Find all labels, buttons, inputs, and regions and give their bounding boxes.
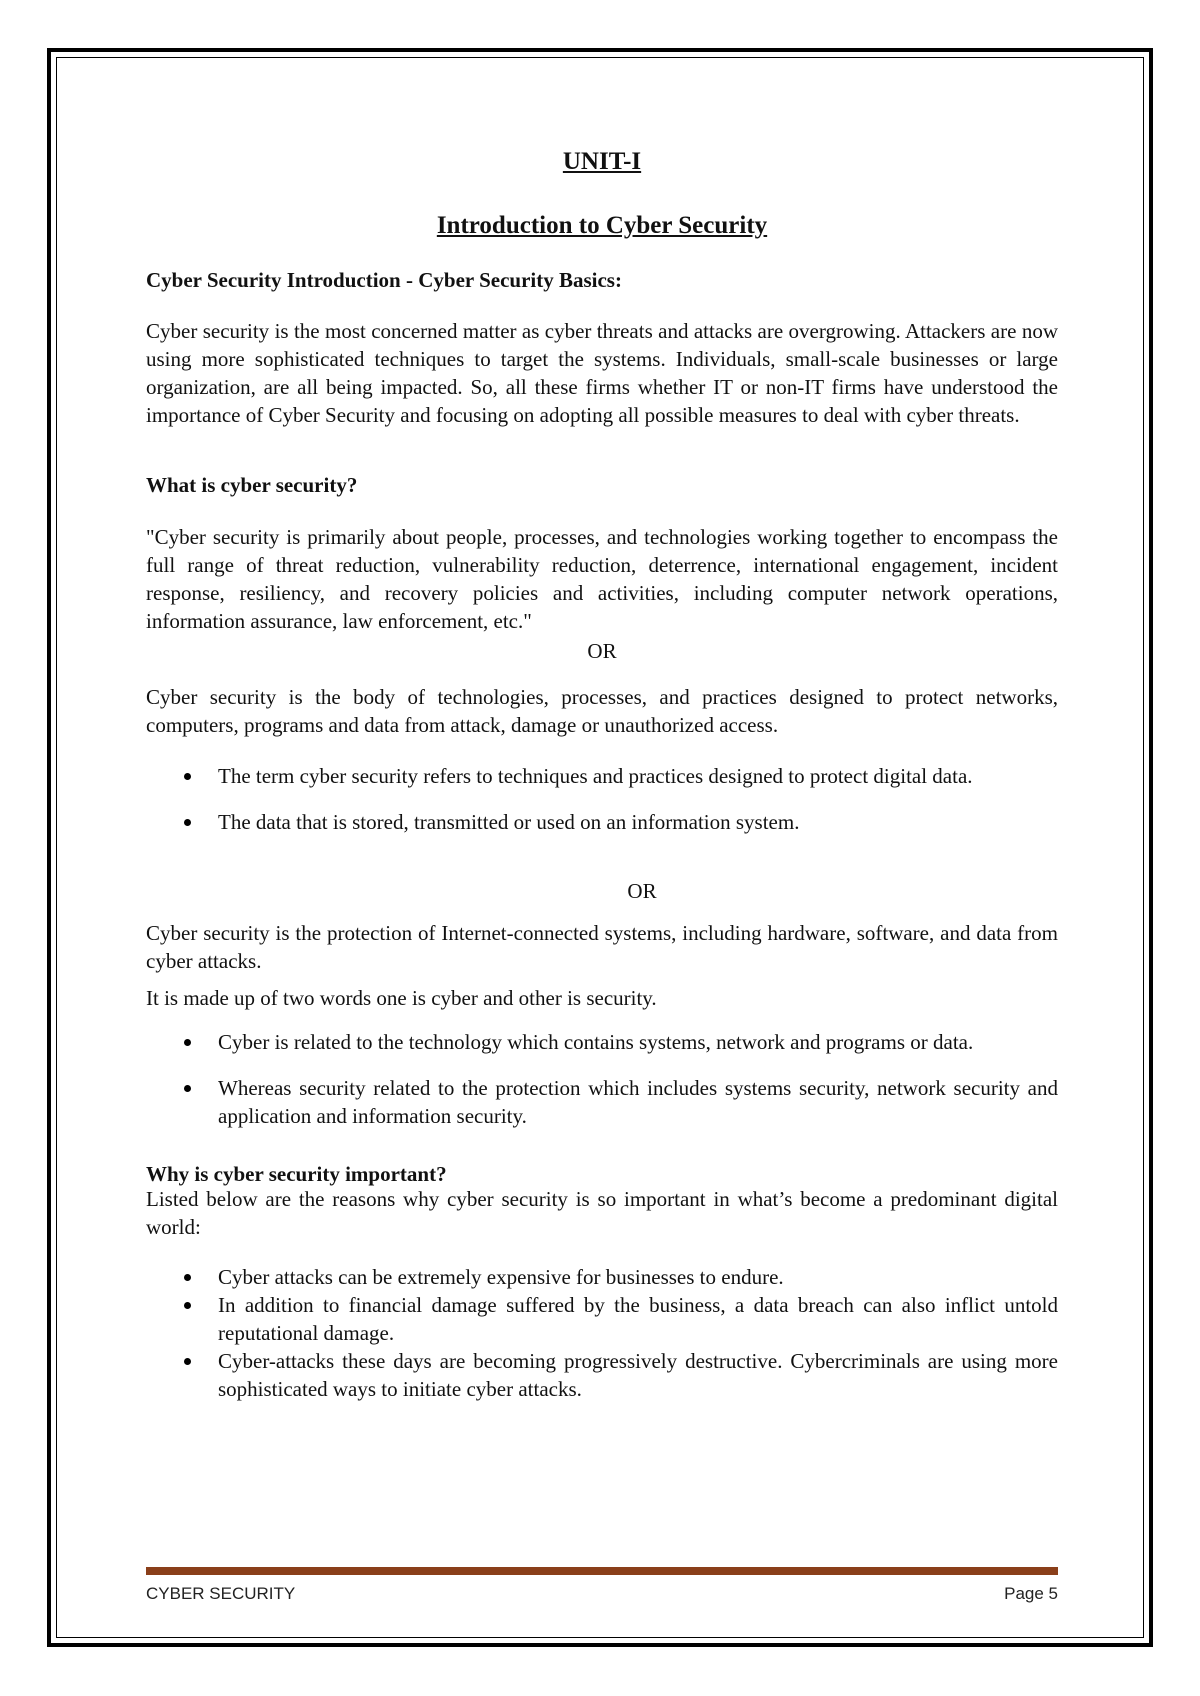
list-item: The term cyber security refers to techniques and practices designed to protect digital data. bbox=[146, 762, 1058, 790]
paragraph-why: Listed below are the reasons why cyber security is so important in what’s become a predominant digital world: bbox=[146, 1187, 1058, 1239]
paragraph-protection: Cyber security is the protection of Internet-connected systems, including hardware, software, and data from cyber attacks. bbox=[146, 921, 1058, 973]
or-separator: OR bbox=[627, 879, 657, 903]
bullet-list-reasons bbox=[146, 1263, 1058, 1403]
page-title: Introduction to Cyber Security bbox=[436, 212, 768, 239]
list-item: Cyber-attacks these days are becoming progressively destructive. Cybercriminals are using more sophisticated ways to initiate cyber attacks. bbox=[146, 1347, 1058, 1403]
list-item: In addition to financial damage suffered by the business, a data breach can also inflict untold reputational damage. bbox=[146, 1291, 1058, 1347]
bullet-icon bbox=[184, 1358, 191, 1365]
bullet-icon bbox=[184, 1274, 191, 1281]
bullet-list-two-words bbox=[146, 1028, 1058, 1130]
list-item: Cyber attacks can be extremely expensive for businesses to endure. bbox=[146, 1263, 1058, 1291]
list-item: Whereas security related to the protection which includes systems security, network security and application and information security. bbox=[146, 1074, 1058, 1130]
section-heading-basics: Cyber Security Introduction - Cyber Security Basics: bbox=[146, 268, 622, 292]
paragraph-definition-quote: "Cyber security is primarily about people, processes, and technologies working together to encompass the full range of threat reduction, vulnerability reduction, deterrence, international engagement, incident response, resiliency, and recovery policies and activities, including computer network operations, information assurance, law enforcement, etc." bbox=[146, 525, 1058, 633]
section-heading-what: What is cyber security? bbox=[146, 473, 358, 497]
unit-heading: UNIT-I bbox=[562, 148, 642, 175]
bullet-icon bbox=[184, 819, 191, 826]
bullet-icon bbox=[184, 1302, 191, 1309]
or-separator: OR bbox=[587, 639, 617, 663]
bullet-icon bbox=[184, 1085, 191, 1092]
paragraph-body-of-technologies: Cyber security is the body of technologies, processes, and practices designed to protect networks, computers, programs and data from attack, damage or unauthorized access. bbox=[146, 685, 1058, 737]
section-heading-why: Why is cyber security important? bbox=[146, 1162, 447, 1186]
page-number: Page 5 bbox=[1004, 1584, 1058, 1603]
bullet-icon bbox=[184, 773, 191, 780]
paragraph-two-words: It is made up of two words one is cyber and other is security. bbox=[146, 986, 657, 1010]
list-item: Cyber is related to the technology which contains systems, network and programs or data. bbox=[146, 1028, 1058, 1056]
footer-title: CYBER SECURITY bbox=[146, 1584, 296, 1603]
bullet-list-definitions bbox=[146, 762, 1058, 836]
list-item: The data that is stored, transmitted or used on an information system. bbox=[146, 808, 1058, 836]
paragraph-basics: Cyber security is the most concerned matter as cyber threats and attacks are overgrowing. Attackers are now using more sophisticated techniques to target the systems. Individuals, small-scale businesses or large organization, are all being impacted. So, all these firms whether IT or non-IT firms have understood the importance of Cyber Security and focusing on adopting all possible measures to deal with cyber threats. bbox=[146, 319, 1058, 427]
bullet-icon bbox=[184, 1039, 191, 1046]
footer-divider bbox=[146, 1567, 1058, 1575]
